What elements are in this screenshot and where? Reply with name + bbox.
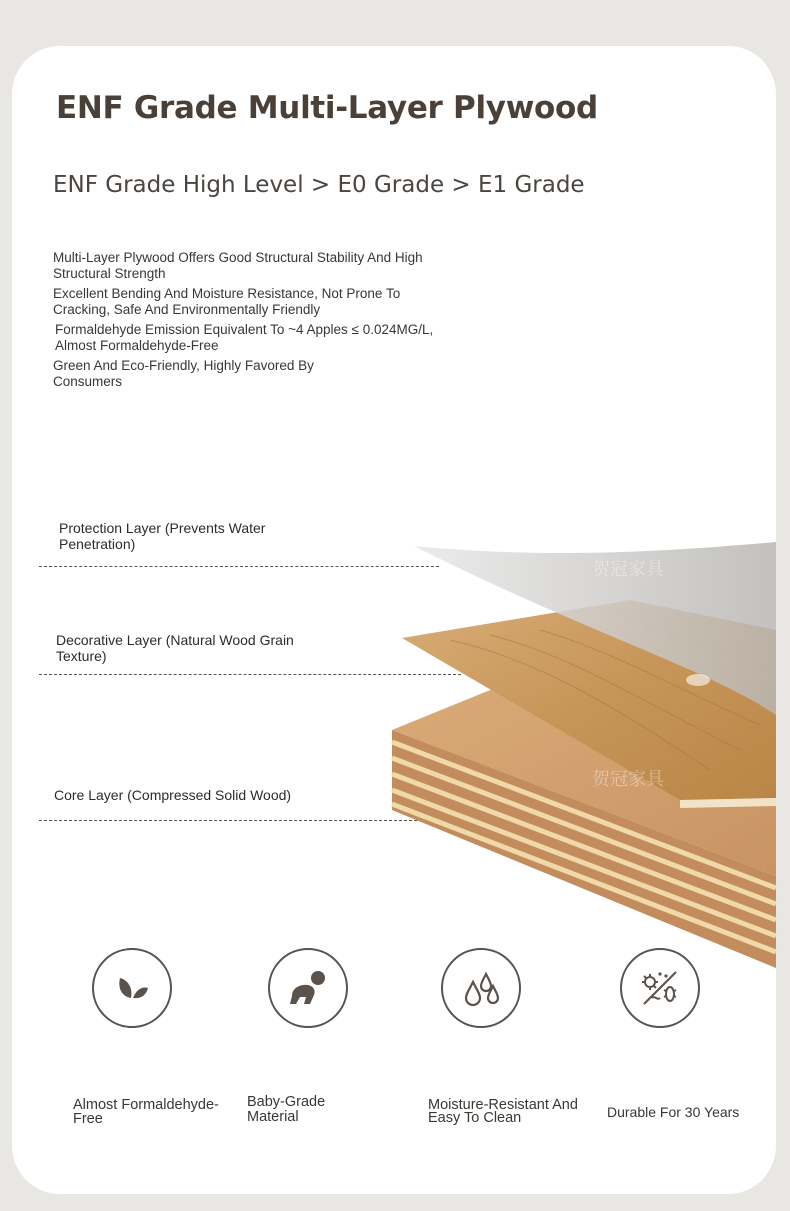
feature-list bbox=[53, 250, 473, 394]
feature-label: Baby-Grade Material bbox=[247, 1094, 326, 1125]
leaf-icon bbox=[92, 948, 172, 1028]
feature-moisture-resistant bbox=[441, 948, 601, 1028]
water-drops-icon bbox=[441, 948, 521, 1028]
feature-durable bbox=[620, 948, 780, 1028]
divider-line bbox=[39, 820, 417, 821]
feature-formaldehyde-free bbox=[92, 948, 252, 1028]
decorative-layer-label: Decorative Layer (Natural Wood Grain Texture) bbox=[56, 632, 294, 664]
grade-comparison: ENF Grade High Level > E0 Grade > E1 Grade bbox=[53, 172, 585, 198]
feature-list-item: Green And Eco-Friendly, Highly Favored By Consumers bbox=[53, 358, 314, 389]
baby-icon bbox=[268, 948, 348, 1028]
feature-list-item: Formaldehyde Emission Equivalent To ~4 Apples ≤ 0.024MG/L, Almost Formaldehyde-Free bbox=[55, 322, 434, 353]
watermark-text: 贺冠家具 bbox=[592, 559, 664, 580]
feature-list-item: Multi-Layer Plywood Offers Good Structural Stability And High Structural Strength bbox=[53, 250, 423, 281]
feature-label: Durable For 30 Years bbox=[607, 1104, 740, 1120]
plywood-layers-illustration bbox=[380, 480, 790, 980]
divider-line bbox=[39, 674, 461, 675]
divider-line bbox=[39, 566, 439, 567]
feature-label: Moisture-Resistant And Easy To Clean bbox=[428, 1097, 578, 1126]
page-title: ENF Grade Multi-Layer Plywood bbox=[56, 90, 598, 126]
feature-baby-grade bbox=[268, 948, 428, 1028]
anti-bacteria-icon bbox=[620, 948, 700, 1028]
core-layer-label: Core Layer (Compressed Solid Wood) bbox=[54, 787, 292, 803]
watermark-text: 贺冠家具 bbox=[592, 769, 664, 790]
protection-layer-label: Protection Layer (Prevents Water Penetration) bbox=[59, 520, 266, 552]
feature-label: Almost Formaldehyde-Free bbox=[73, 1097, 219, 1127]
feature-list-item: Excellent Bending And Moisture Resistance, Not Prone To Cracking, Safe And Environmentally Friendly bbox=[53, 286, 401, 317]
